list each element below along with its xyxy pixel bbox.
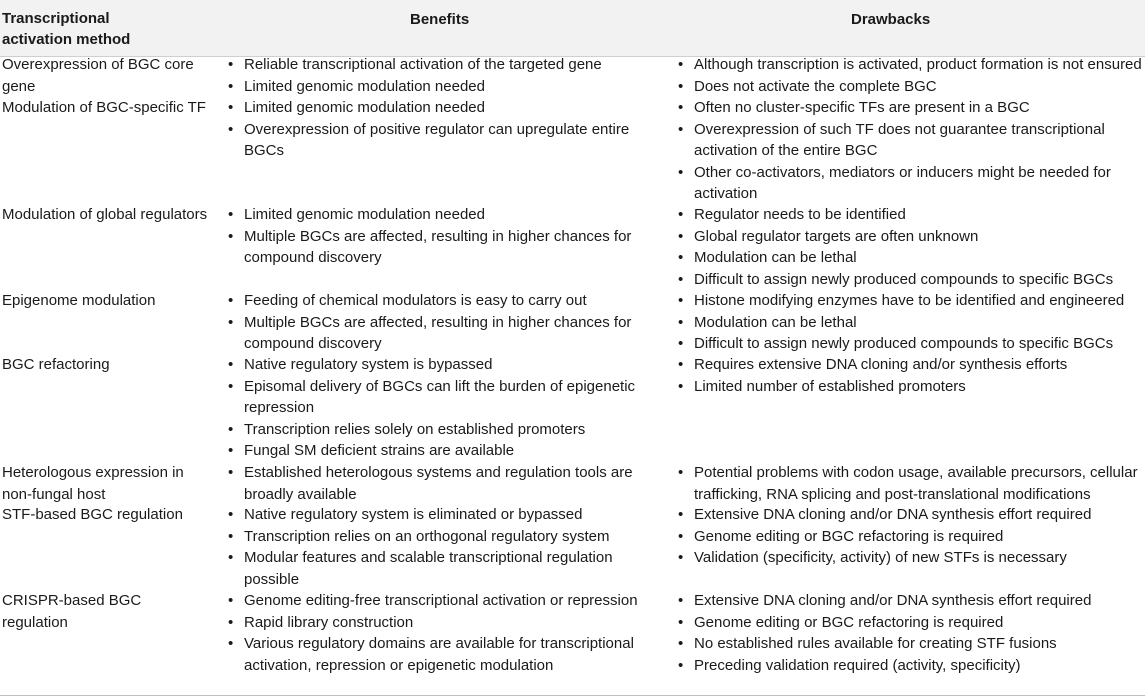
drawbacks-item-line: Potential problems with codon usage, available precursors, cellular <box>694 464 1138 481</box>
drawbacks-bullet: • <box>678 120 684 138</box>
drawbacks-item-line: Often no cluster-specific TFs are present in a BGC <box>694 99 1030 116</box>
benefits-item-line: Established heterologous systems and regulation tools are <box>244 464 633 481</box>
drawbacks-bullet: • <box>678 227 684 245</box>
benefits-item-line: compound discovery <box>244 249 382 266</box>
benefits-item-line: broadly available <box>244 485 357 503</box>
drawbacks-item-line: Extensive DNA cloning and/or DNA synthesis effort required <box>694 506 1092 523</box>
drawbacks-item-line: Global regulator targets are often unknown <box>694 227 979 245</box>
benefits-bullet: • <box>228 313 234 331</box>
header-drawbacks: Drawbacks <box>851 11 931 28</box>
method-cell-line: regulation <box>2 613 68 631</box>
benefits-bullet: • <box>228 420 234 438</box>
benefits-item-line: Reliable transcriptional activation of the targeted gene <box>244 56 602 73</box>
benefits-bullet: • <box>228 464 234 481</box>
header-method <box>2 8 130 50</box>
benefits-item-line: Limited genomic modulation needed <box>244 99 485 116</box>
benefits-item-line: Limited genomic modulation needed <box>244 206 485 223</box>
header-method-line-1: Transcriptional <box>2 10 110 27</box>
drawbacks-item-line: Preceding validation required (activity, specificity) <box>694 656 1021 674</box>
drawbacks-item-line: Modulation can be lethal <box>694 313 857 331</box>
method-cell-line: STF-based BGC regulation <box>2 506 183 523</box>
benefits-bullet: • <box>228 635 234 652</box>
drawbacks-bullet: • <box>678 527 684 545</box>
drawbacks-item-line: trafficking, RNA splicing and post-translational modifications <box>694 485 1091 503</box>
table-bottom-rule <box>0 695 1145 696</box>
method-cell-line: CRISPR-based BGC <box>2 592 142 609</box>
benefits-bullet: • <box>228 377 234 395</box>
drawbacks-bullet: • <box>678 635 684 652</box>
drawbacks-bullet: • <box>678 506 684 523</box>
method-cell-line: BGC refactoring <box>2 356 110 373</box>
benefits-item-line: Native regulatory system is bypassed <box>244 356 493 373</box>
drawbacks-item-line: Histone modifying enzymes have to be identified and engineered <box>694 292 1125 309</box>
drawbacks-item-line: Difficult to assign newly produced compounds to specific BGCs <box>694 270 1114 288</box>
benefits-item-line: Various regulatory domains are available for transcriptional <box>244 635 634 652</box>
drawbacks-item-line: Extensive DNA cloning and/or DNA synthesis effort required <box>694 592 1092 609</box>
benefits-item-line: Fungal SM deficient strains are available <box>244 442 515 459</box>
method-cell-line: Modulation of global regulators <box>2 206 208 223</box>
benefits-bullet: • <box>228 227 234 245</box>
benefits-bullet: • <box>228 292 234 309</box>
drawbacks-bullet: • <box>678 163 684 181</box>
drawbacks-bullet: • <box>678 356 684 373</box>
benefits-bullet: • <box>228 527 234 545</box>
benefits-item-line: repression <box>244 399 315 416</box>
benefits-item-line: Episomal delivery of BGCs can lift the burden of epigenetic <box>244 377 636 395</box>
drawbacks-item-line: Limited number of established promoters <box>694 377 966 395</box>
method-cell-line: Heterologous expression in <box>2 464 184 481</box>
benefits-item-line: Overexpression of positive regulator can upregulate entire <box>244 120 630 138</box>
benefits-bullet: • <box>228 506 234 523</box>
drawbacks-bullet: • <box>678 77 684 95</box>
benefits-item-line: Native regulatory system is eliminated or bypassed <box>244 506 583 523</box>
method-cell-line: Modulation of BGC-specific TF <box>2 99 206 116</box>
drawbacks-bullet: • <box>678 549 684 566</box>
benefits-item-line: Genome editing-free transcriptional activation or repression <box>244 592 638 609</box>
drawbacks-item-line: Overexpression of such TF does not guarantee transcriptional <box>694 120 1105 138</box>
drawbacks-item-line: Regulator needs to be identified <box>694 206 906 223</box>
drawbacks-item-line: activation of the entire BGC <box>694 142 878 159</box>
benefits-item-line: activation, repression or epigenetic modulation <box>244 656 554 674</box>
drawbacks-item-line: activation <box>694 185 758 202</box>
method-cell-line: gene <box>2 77 36 95</box>
drawbacks-item-line: Modulation can be lethal <box>694 249 857 266</box>
drawbacks-bullet: • <box>678 335 684 352</box>
benefits-item-line: Transcription relies solely on established promoters <box>244 420 586 438</box>
drawbacks-item-line: Genome editing or BGC refactoring is required <box>694 613 1004 631</box>
drawbacks-bullet: • <box>678 270 684 288</box>
drawbacks-item-line: Although transcription is activated, product formation is not ensured <box>694 56 1142 73</box>
benefits-bullet: • <box>228 613 234 631</box>
drawbacks-bullet: • <box>678 99 684 116</box>
benefits-bullet: • <box>228 77 234 95</box>
benefits-item-line: Feeding of chemical modulators is easy to carry out <box>244 292 587 309</box>
drawbacks-bullet: • <box>678 377 684 395</box>
drawbacks-item-line: Other co-activators, mediators or inducers might be needed for <box>694 163 1111 181</box>
drawbacks-item-line: Genome editing or BGC refactoring is required <box>694 527 1004 545</box>
drawbacks-item-line: No established rules available for creating STF fusions <box>694 635 1057 652</box>
drawbacks-bullet: • <box>678 292 684 309</box>
benefits-bullet: • <box>228 442 234 459</box>
drawbacks-bullet: • <box>678 656 684 674</box>
drawbacks-item-line: Validation (specificity, activity) of new STFs is necessary <box>694 549 1067 566</box>
table-header <box>0 0 1145 56</box>
drawbacks-bullet: • <box>678 249 684 266</box>
drawbacks-bullet: • <box>678 613 684 631</box>
benefits-item-line: possible <box>244 570 300 588</box>
benefits-bullet: • <box>228 549 234 566</box>
benefits-item-line: Rapid library construction <box>244 613 414 631</box>
method-cell-line: Epigenome modulation <box>2 292 156 309</box>
benefits-bullet: • <box>228 592 234 609</box>
drawbacks-bullet: • <box>678 592 684 609</box>
benefits-item-line: Multiple BGCs are affected, resulting in higher chances for <box>244 227 632 245</box>
benefits-item-line: Multiple BGCs are affected, resulting in higher chances for <box>244 313 632 331</box>
drawbacks-bullet: • <box>678 206 684 223</box>
header-method-line-2: activation method <box>2 31 131 48</box>
benefits-bullet: • <box>228 56 234 73</box>
drawbacks-item-line: Does not activate the complete BGC <box>694 77 937 95</box>
drawbacks-bullet: • <box>678 56 684 73</box>
benefits-bullet: • <box>228 356 234 373</box>
benefits-bullet: • <box>228 99 234 116</box>
drawbacks-item-line: Requires extensive DNA cloning and/or synthesis efforts <box>694 356 1068 373</box>
benefits-item-line: Modular features and scalable transcriptional regulation <box>244 549 613 566</box>
drawbacks-bullet: • <box>678 313 684 331</box>
benefits-bullet: • <box>228 120 234 138</box>
method-cell-line: non-fungal host <box>2 485 106 503</box>
drawbacks-bullet: • <box>678 464 684 481</box>
benefits-item-line: Limited genomic modulation needed <box>244 77 485 95</box>
drawbacks-item-line: Difficult to assign newly produced compounds to specific BGCs <box>694 335 1114 352</box>
method-cell-line: Overexpression of BGC core <box>2 56 194 73</box>
benefits-item-line: BGCs <box>244 142 285 159</box>
benefits-item-line: compound discovery <box>244 335 382 352</box>
benefits-bullet: • <box>228 206 234 223</box>
benefits-item-line: Transcription relies on an orthogonal regulatory system <box>244 527 610 545</box>
header-benefits: Benefits <box>410 11 470 28</box>
